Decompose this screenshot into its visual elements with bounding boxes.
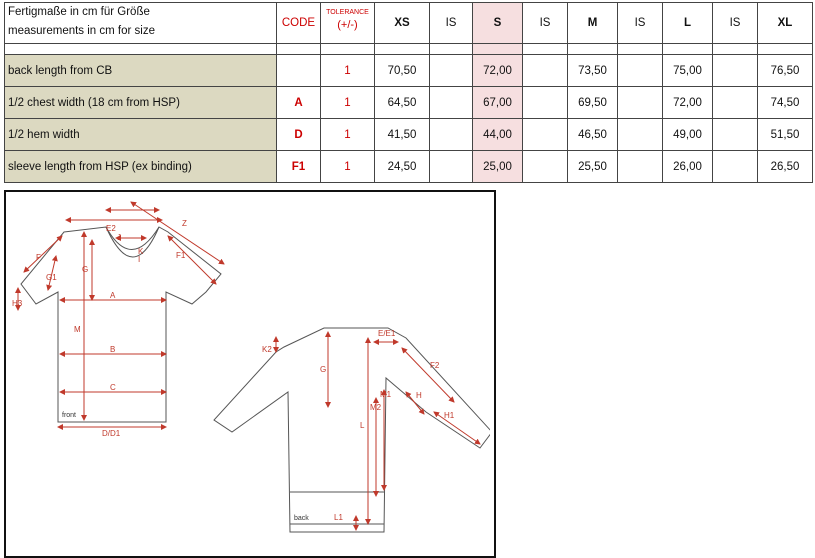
row-code: F1: [277, 151, 321, 183]
size-header-xl: XL: [758, 3, 813, 44]
front-garment: [21, 227, 221, 422]
label-f2: F2: [430, 361, 440, 370]
value-is: [713, 151, 758, 183]
value-is: [618, 119, 663, 151]
row-tolerance: 1: [321, 87, 375, 119]
value-xs: 64,50: [375, 87, 430, 119]
front-measure-labels: [12, 219, 187, 438]
back-measure-labels: [262, 329, 455, 522]
value-xs: 70,50: [375, 55, 430, 87]
value-s: 25,00: [473, 151, 523, 183]
back-measures: [276, 332, 480, 530]
size-header-l: L: [663, 3, 713, 44]
row-description: 1/2 chest width (18 cm from HSP): [5, 87, 277, 119]
label-h1: H1: [444, 411, 455, 420]
garment-diagram: [4, 190, 496, 558]
label-z: Z: [182, 219, 187, 228]
value-is: [713, 55, 758, 87]
label-h3: H3: [12, 299, 23, 308]
value-m: 69,50: [568, 87, 618, 119]
value-is: [713, 87, 758, 119]
title-line-2: measurements in cm for size: [8, 25, 155, 37]
row-description: sleeve length from HSP (ex binding): [5, 151, 277, 183]
size-header-is: IS: [618, 3, 663, 44]
value-m: 46,50: [568, 119, 618, 151]
table-row: [5, 119, 813, 151]
label-f: F: [36, 253, 41, 262]
value-m: 73,50: [568, 55, 618, 87]
size-header-s: S: [473, 3, 523, 44]
row-code: D: [277, 119, 321, 151]
value-is: [618, 87, 663, 119]
label-d-d1: D/D1: [102, 429, 121, 438]
table-row: [5, 87, 813, 119]
tolerance-label: TOLERANCE: [326, 9, 369, 16]
row-description: 1/2 hem width: [5, 119, 277, 151]
label-g1: G1: [46, 273, 57, 282]
size-header-xs: XS: [375, 3, 430, 44]
label-k: K: [138, 247, 144, 256]
value-xl: 51,50: [758, 119, 813, 151]
label-m1: M1: [380, 390, 392, 399]
size-header-is: IS: [430, 3, 473, 44]
table-row: [5, 55, 813, 87]
front-label: front: [62, 412, 77, 419]
label-c: C: [110, 383, 116, 392]
value-is: [430, 87, 473, 119]
label-h: H: [416, 391, 422, 400]
front-measures: [18, 202, 224, 427]
row-code: A: [277, 87, 321, 119]
code-header: CODE: [277, 3, 321, 44]
size-header-m: M: [568, 3, 618, 44]
value-is: [523, 151, 568, 183]
value-l: 26,00: [663, 151, 713, 183]
value-is: [430, 151, 473, 183]
label-k2: K2: [262, 345, 272, 354]
value-is: [430, 55, 473, 87]
value-xs: 41,50: [375, 119, 430, 151]
label-f1: F1: [176, 251, 186, 260]
tolerance-sub: (+/-): [337, 19, 358, 31]
value-xs: 24,50: [375, 151, 430, 183]
value-s: 67,00: [473, 87, 523, 119]
label-i: I: [138, 255, 141, 264]
row-tolerance: 1: [321, 55, 375, 87]
value-l: 72,00: [663, 87, 713, 119]
row-tolerance: 1: [321, 119, 375, 151]
row-description: back length from CB: [5, 55, 277, 87]
label-e-e1: E/E1: [378, 329, 396, 338]
spacer-row: [5, 44, 813, 55]
value-is: [523, 55, 568, 87]
spec-table: [4, 2, 813, 183]
value-is: [618, 151, 663, 183]
value-xl: 26,50: [758, 151, 813, 183]
row-code: [277, 55, 321, 87]
back-label: back: [294, 515, 309, 522]
garment-sketch: [6, 192, 490, 552]
tolerance-header: [321, 3, 375, 44]
label-g: G: [82, 265, 89, 274]
label-l: L: [360, 421, 365, 430]
size-header-is: IS: [523, 3, 568, 44]
label-e2: E2: [106, 224, 116, 233]
value-xl: 74,50: [758, 87, 813, 119]
label-m2: M2: [370, 403, 382, 412]
value-l: 49,00: [663, 119, 713, 151]
label-j: J: [117, 233, 121, 242]
back-garment: [214, 328, 490, 532]
size-header-is: IS: [713, 3, 758, 44]
row-tolerance: 1: [321, 151, 375, 183]
title-line-1: Fertigmaße in cm für Größe: [8, 6, 150, 18]
value-is: [523, 119, 568, 151]
measurement-table: [4, 2, 812, 185]
value-is: [430, 119, 473, 151]
label-l1: L1: [334, 513, 343, 522]
value-m: 25,50: [568, 151, 618, 183]
table-title: [5, 3, 277, 44]
label-g-back: G: [320, 365, 327, 374]
label-a: A: [110, 291, 116, 300]
value-xl: 76,50: [758, 55, 813, 87]
value-is: [618, 55, 663, 87]
table-row: [5, 151, 813, 183]
value-s: 44,00: [473, 119, 523, 151]
value-is: [523, 87, 568, 119]
header-row: [5, 3, 813, 44]
value-l: 75,00: [663, 55, 713, 87]
value-is: [713, 119, 758, 151]
label-m: M: [74, 325, 81, 334]
value-s: 72,00: [473, 55, 523, 87]
label-b: B: [110, 345, 116, 354]
